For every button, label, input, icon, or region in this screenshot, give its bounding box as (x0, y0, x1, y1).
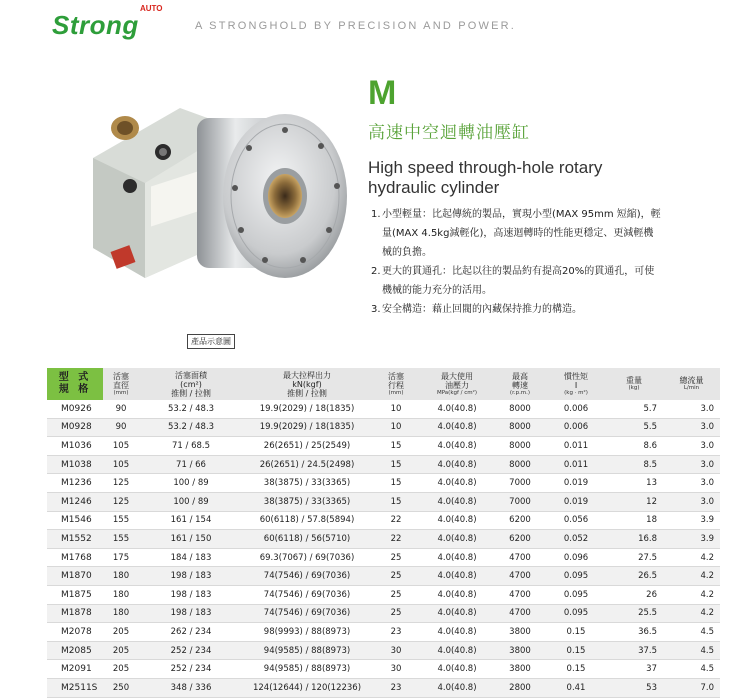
cell-total-flow: 4.5 (663, 641, 720, 660)
cell-stroke: 30 (371, 660, 421, 679)
cell-max-pressure: 4.0(40.8) (421, 623, 493, 642)
feature-item (371, 262, 661, 300)
cell-model: M2511S (47, 678, 103, 697)
logo-text: Strong (52, 10, 139, 40)
cell-piston-diameter: 175 (103, 548, 139, 567)
cell-piston-area: 348 / 336 (139, 678, 243, 697)
cell-max-pressure: 4.0(40.8) (421, 660, 493, 679)
cell-weight: 37.5 (605, 641, 663, 660)
title-chinese: 高速中空迴轉油壓缸 (368, 123, 530, 143)
cell-inertia: 0.15 (547, 623, 605, 642)
table-row (47, 548, 720, 567)
cell-max-pressure: 4.0(40.8) (421, 400, 493, 418)
brand-logo (52, 4, 170, 44)
cell-weight: 8.5 (605, 455, 663, 474)
cell-stroke: 30 (371, 641, 421, 660)
cell-stroke: 15 (371, 474, 421, 493)
cell-model: M1038 (47, 455, 103, 474)
cell-stroke: 15 (371, 492, 421, 511)
table-row (47, 623, 720, 642)
header-label: I (574, 380, 578, 390)
cell-piston-diameter: 105 (103, 437, 139, 456)
cell-stroke: 22 (371, 511, 421, 530)
cell-max-speed: 8000 (493, 455, 547, 474)
cell-piston-diameter: 155 (103, 511, 139, 530)
cell-inertia: 0.095 (547, 585, 605, 604)
cell-piston-area: 100 / 89 (139, 474, 243, 493)
cell-piston-diameter: 125 (103, 474, 139, 493)
cell-inertia: 0.019 (547, 474, 605, 493)
cell-stroke: 23 (371, 678, 421, 697)
cell-piston-area: 184 / 183 (139, 548, 243, 567)
cell-max-force: 38(3875) / 33(3365) (243, 474, 371, 493)
cell-max-force: 94(9585) / 88(8973) (243, 660, 371, 679)
cell-max-speed: 4700 (493, 548, 547, 567)
cell-inertia: 0.41 (547, 678, 605, 697)
cell-inertia: 0.006 (547, 418, 605, 437)
cell-model: M1875 (47, 585, 103, 604)
table-header-row (47, 368, 720, 400)
feature-item (371, 205, 661, 262)
table-row (47, 678, 720, 697)
header-total-flow (663, 368, 720, 400)
cell-model: M1236 (47, 474, 103, 493)
cell-piston-area: 161 / 150 (139, 530, 243, 549)
rotary-cylinder-illustration (85, 88, 350, 298)
header-unit: (kg) (628, 385, 640, 391)
cell-stroke: 10 (371, 400, 421, 418)
header-unit: (mm) (113, 389, 129, 396)
cell-max-speed: 4700 (493, 585, 547, 604)
cell-max-pressure: 4.0(40.8) (421, 437, 493, 456)
header-label: 總流量 (679, 376, 704, 385)
cell-stroke: 15 (371, 455, 421, 474)
cell-max-pressure: 4.0(40.8) (421, 678, 493, 697)
header-label: 推側 / 拉側 (287, 388, 327, 398)
table-row (47, 585, 720, 604)
header-label: 慣性矩 (564, 371, 588, 381)
cell-piston-diameter: 250 (103, 678, 139, 697)
cell-total-flow: 4.2 (663, 548, 720, 567)
cell-stroke: 25 (371, 604, 421, 623)
cell-max-force: 60(6118) / 57.8(5894) (243, 511, 371, 530)
header-label: 直徑 (113, 380, 129, 390)
cell-inertia: 0.056 (547, 511, 605, 530)
feature-item (371, 300, 661, 319)
header-label: 型 式 (58, 372, 92, 383)
cell-max-pressure: 4.0(40.8) (421, 641, 493, 660)
cell-total-flow: 4.2 (663, 567, 720, 586)
cell-max-force: 74(7546) / 69(7036) (243, 567, 371, 586)
feature-text: 更大的貫通孔：比起以往的製品約有提高20%的貫通孔，可使機械的能力充分的活用。 (382, 266, 655, 296)
cell-max-force: 94(9585) / 88(8973) (243, 641, 371, 660)
header-inertia (547, 368, 605, 400)
cell-piston-area: 198 / 183 (139, 604, 243, 623)
feature-text: 安全構造：藉止回閥的內藏保持推力的構造。 (382, 304, 582, 315)
table-row (47, 455, 720, 474)
cell-total-flow: 7.0 (663, 678, 720, 697)
table-row (47, 604, 720, 623)
cell-max-speed: 3800 (493, 623, 547, 642)
cell-max-force: 69.3(7067) / 69(7036) (243, 548, 371, 567)
cell-model: M1768 (47, 548, 103, 567)
cell-max-pressure: 4.0(40.8) (421, 585, 493, 604)
header-stroke (371, 368, 421, 400)
header-unit: (mm) (388, 389, 404, 396)
cell-model: M1246 (47, 492, 103, 511)
cell-max-force: 26(2651) / 25(2549) (243, 437, 371, 456)
cell-inertia: 0.096 (547, 548, 605, 567)
header-unit: MPa(kgf / cm²) (436, 389, 478, 396)
table-body (47, 400, 720, 697)
cell-weight: 16.8 (605, 530, 663, 549)
cell-stroke: 15 (371, 437, 421, 456)
cell-max-speed: 7000 (493, 474, 547, 493)
logo-superscript: AUTO (140, 4, 163, 13)
feature-number: 3. (371, 304, 381, 315)
cell-max-pressure: 4.0(40.8) (421, 530, 493, 549)
header-label: (cm²) (180, 379, 202, 389)
cell-weight: 37 (605, 660, 663, 679)
cell-piston-area: 198 / 183 (139, 567, 243, 586)
header-model (47, 368, 103, 400)
cell-total-flow: 3.9 (663, 530, 720, 549)
table-row (47, 567, 720, 586)
cell-max-force: 60(6118) / 56(5710) (243, 530, 371, 549)
cell-max-speed: 8000 (493, 418, 547, 437)
cell-weight: 26.5 (605, 567, 663, 586)
cell-stroke: 23 (371, 623, 421, 642)
header-label: kN(kgf) (292, 379, 322, 389)
cell-max-pressure: 4.0(40.8) (421, 548, 493, 567)
cell-max-speed: 4700 (493, 604, 547, 623)
cell-model: M2078 (47, 623, 103, 642)
cell-max-force: 38(3875) / 33(3365) (243, 492, 371, 511)
cell-model: M1546 (47, 511, 103, 530)
cell-max-speed: 2800 (493, 678, 547, 697)
cell-inertia: 0.006 (547, 400, 605, 418)
cell-piston-diameter: 205 (103, 660, 139, 679)
model-series: M (368, 74, 397, 112)
cell-max-speed: 7000 (493, 492, 547, 511)
cell-inertia: 0.15 (547, 660, 605, 679)
cell-piston-diameter: 155 (103, 530, 139, 549)
cell-model: M2085 (47, 641, 103, 660)
cell-stroke: 25 (371, 567, 421, 586)
spec-table (47, 368, 720, 698)
cell-max-speed: 4700 (493, 567, 547, 586)
cell-inertia: 0.019 (547, 492, 605, 511)
cell-stroke: 25 (371, 548, 421, 567)
cell-max-force: 74(7546) / 69(7036) (243, 585, 371, 604)
cell-piston-diameter: 180 (103, 567, 139, 586)
cell-total-flow: 3.0 (663, 437, 720, 456)
cell-max-force: 124(12644) / 120(12236) (243, 678, 371, 697)
header-max-force (243, 368, 371, 400)
cell-piston-area: 71 / 68.5 (139, 437, 243, 456)
header-unit: L/min (683, 385, 700, 391)
cell-piston-area: 252 / 234 (139, 641, 243, 660)
cell-weight: 5.5 (605, 418, 663, 437)
cell-piston-diameter: 205 (103, 641, 139, 660)
header-unit: (kg · m²) (564, 389, 588, 396)
cell-max-pressure: 4.0(40.8) (421, 455, 493, 474)
cell-total-flow: 4.2 (663, 585, 720, 604)
cell-max-speed: 6200 (493, 511, 547, 530)
cell-inertia: 0.095 (547, 567, 605, 586)
header-unit: (r.p.m.) (509, 389, 531, 396)
header-label: 最大拉桿出力 (283, 370, 331, 380)
header-label: 推側 / 拉側 (171, 388, 211, 398)
cell-inertia: 0.095 (547, 604, 605, 623)
cell-stroke: 25 (371, 585, 421, 604)
cell-piston-area: 161 / 154 (139, 511, 243, 530)
cell-total-flow: 4.5 (663, 660, 720, 679)
table-row (47, 492, 720, 511)
cell-weight: 18 (605, 511, 663, 530)
cell-inertia: 0.15 (547, 641, 605, 660)
cell-max-force: 26(2651) / 24.5(2498) (243, 455, 371, 474)
cell-piston-area: 71 / 66 (139, 455, 243, 474)
cell-weight: 36.5 (605, 623, 663, 642)
cell-piston-diameter: 105 (103, 455, 139, 474)
table-row (47, 530, 720, 549)
header-label: 轉速 (512, 380, 528, 390)
cell-weight: 13 (605, 474, 663, 493)
cell-piston-diameter: 90 (103, 400, 139, 418)
cell-weight: 53 (605, 678, 663, 697)
header-piston-area (139, 368, 243, 400)
cell-inertia: 0.052 (547, 530, 605, 549)
brand-tagline: A STRONGHOLD BY PRECISION AND POWER. (195, 20, 517, 32)
table-row (47, 418, 720, 437)
header-label: 最大使用 (441, 371, 473, 381)
cell-model: M1036 (47, 437, 103, 456)
cell-stroke: 10 (371, 418, 421, 437)
cell-piston-diameter: 90 (103, 418, 139, 437)
table-row (47, 400, 720, 418)
header-label: 活塞面積 (175, 370, 207, 380)
cell-total-flow: 4.5 (663, 623, 720, 642)
cell-weight: 8.6 (605, 437, 663, 456)
cell-total-flow: 3.0 (663, 455, 720, 474)
cell-max-pressure: 4.0(40.8) (421, 474, 493, 493)
cell-max-speed: 3800 (493, 641, 547, 660)
cell-max-pressure: 4.0(40.8) (421, 511, 493, 530)
cell-model: M0928 (47, 418, 103, 437)
cell-max-force: 19.9(2029) / 18(1835) (243, 418, 371, 437)
cell-weight: 5.7 (605, 400, 663, 418)
header-label: 重量 (626, 376, 642, 385)
header-label: 活塞 (113, 371, 129, 381)
cell-max-force: 98(9993) / 88(8973) (243, 623, 371, 642)
cell-inertia: 0.011 (547, 437, 605, 456)
feature-number: 1. (371, 209, 381, 220)
cell-piston-area: 262 / 234 (139, 623, 243, 642)
cell-model: M2091 (47, 660, 103, 679)
table-row (47, 660, 720, 679)
cell-piston-diameter: 125 (103, 492, 139, 511)
feature-number: 2. (371, 266, 381, 277)
cell-max-speed: 3800 (493, 660, 547, 679)
image-caption: 產品示意圖 (187, 334, 235, 349)
cell-max-speed: 8000 (493, 400, 547, 418)
cell-total-flow: 3.0 (663, 492, 720, 511)
cell-piston-diameter: 180 (103, 585, 139, 604)
feature-list (371, 205, 661, 319)
cell-total-flow: 3.0 (663, 474, 720, 493)
header-label: 行程 (388, 380, 404, 390)
table-row (47, 511, 720, 530)
title-english: High speed through-hole rotary hydraulic cylinder (368, 158, 603, 197)
header-max-pressure (421, 368, 493, 400)
cell-weight: 26 (605, 585, 663, 604)
cell-piston-area: 198 / 183 (139, 585, 243, 604)
cell-model: M1870 (47, 567, 103, 586)
cell-max-pressure: 4.0(40.8) (421, 567, 493, 586)
cell-piston-area: 252 / 234 (139, 660, 243, 679)
cell-model: M1552 (47, 530, 103, 549)
header-label: 油壓力 (445, 380, 469, 390)
cell-model: M0926 (47, 400, 103, 418)
product-image (85, 88, 350, 298)
header-weight (605, 368, 663, 400)
table-row (47, 641, 720, 660)
cell-piston-diameter: 205 (103, 623, 139, 642)
header-label: 活塞 (388, 371, 404, 381)
feature-text: 小型輕量：比起傳統的製品，實現小型(MAX 95mm 短縮)，輕量(MAX 4.5kg減輕化)，高速迴轉時的性能更穩定、更減輕機械的負擔。 (382, 209, 661, 258)
cell-weight: 25.5 (605, 604, 663, 623)
cell-max-pressure: 4.0(40.8) (421, 604, 493, 623)
table-row (47, 474, 720, 493)
header-max-speed (493, 368, 547, 400)
cell-total-flow: 3.0 (663, 400, 720, 418)
cell-total-flow: 3.9 (663, 511, 720, 530)
cell-max-force: 19.9(2029) / 18(1835) (243, 400, 371, 418)
header-piston-diameter (103, 368, 139, 400)
cell-inertia: 0.011 (547, 455, 605, 474)
cell-max-pressure: 4.0(40.8) (421, 418, 493, 437)
cell-model: M1878 (47, 604, 103, 623)
cell-weight: 27.5 (605, 548, 663, 567)
cell-max-force: 74(7546) / 69(7036) (243, 604, 371, 623)
cell-max-pressure: 4.0(40.8) (421, 492, 493, 511)
cell-stroke: 22 (371, 530, 421, 549)
cell-max-speed: 6200 (493, 530, 547, 549)
header-label: 規 格 (58, 384, 92, 395)
cell-piston-area: 100 / 89 (139, 492, 243, 511)
cell-max-speed: 8000 (493, 437, 547, 456)
cell-piston-diameter: 180 (103, 604, 139, 623)
cell-piston-area: 53.2 / 48.3 (139, 418, 243, 437)
cell-total-flow: 4.2 (663, 604, 720, 623)
header-label: 最高 (512, 371, 528, 381)
cell-total-flow: 3.0 (663, 418, 720, 437)
table-row (47, 437, 720, 456)
cell-weight: 12 (605, 492, 663, 511)
cell-piston-area: 53.2 / 48.3 (139, 400, 243, 418)
